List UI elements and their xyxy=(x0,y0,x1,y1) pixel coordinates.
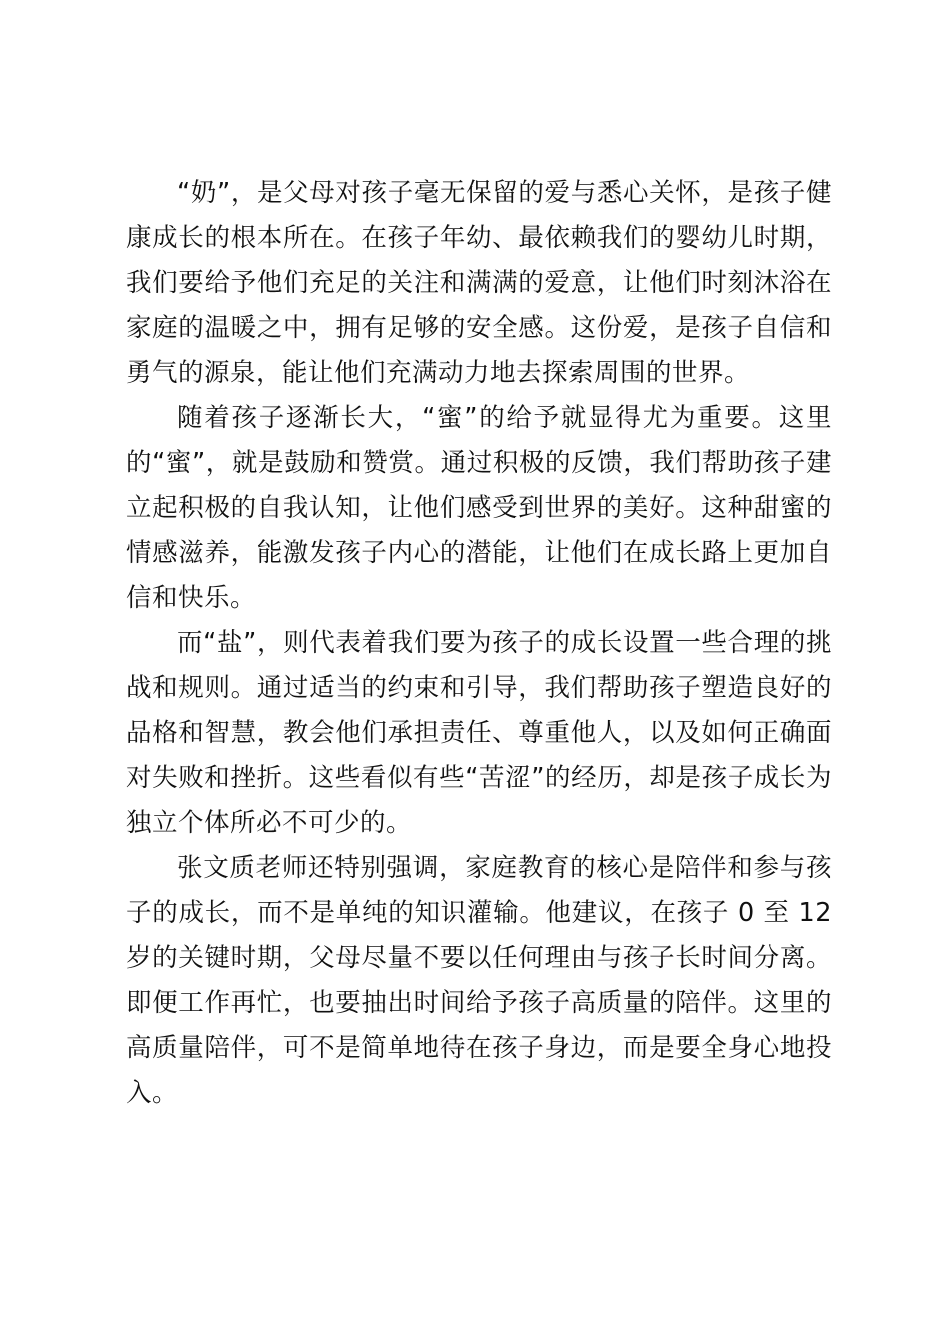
paragraph-salt: 而“盐”，则代表着我们要为孩子的成长设置一些合理的挑战和规则。通过适当的约束和引导，我们帮助孩子塑造良好的品格和智慧，教会他们承担责任、尊重他人，以及如何正确面对失败和挫折。这些看似有些“苦涩”的经历，却是孩子成长为独立个体所必不可少的。 xyxy=(126,628,832,838)
paragraph-companionship: 张文质老师还特别强调，家庭教育的核心是陪伴和参与孩子的成长，而不是单纯的知识灌输。他建议，在孩子 0 至 12 岁的关键时期，父母尽量不要以任何理由与孩子长时间分离。即便工作再忙，也要抽出时间给予孩子高质量的陪伴。这里的高质量陪伴，可不是简单地待在孩子身边，而是要全身心地投入。 xyxy=(126,853,832,1108)
document-body xyxy=(126,171,832,1116)
paragraph-milk: “奶”，是父母对孩子毫无保留的爱与悉心关怀，是孩子健康成长的根本所在。在孩子年幼、最依赖我们的婴幼儿时期，我们要给予他们充足的关注和满满的爱意，让他们时刻沐浴在家庭的温暖之中，拥有足够的安全感。这份爱，是孩子自信和勇气的源泉，能让他们充满动力地去探索周围的世界。 xyxy=(126,178,832,388)
paragraph-honey: 随着孩子逐渐长大，“蜜”的给予就显得尤为重要。这里的“蜜”，就是鼓励和赞赏。通过积极的反馈，我们帮助孩子建立起积极的自我认知，让他们感受到世界的美好。这种甜蜜的情感滋养，能激发孩子内心的潜能，让他们在成长路上更加自信和快乐。 xyxy=(126,403,832,613)
